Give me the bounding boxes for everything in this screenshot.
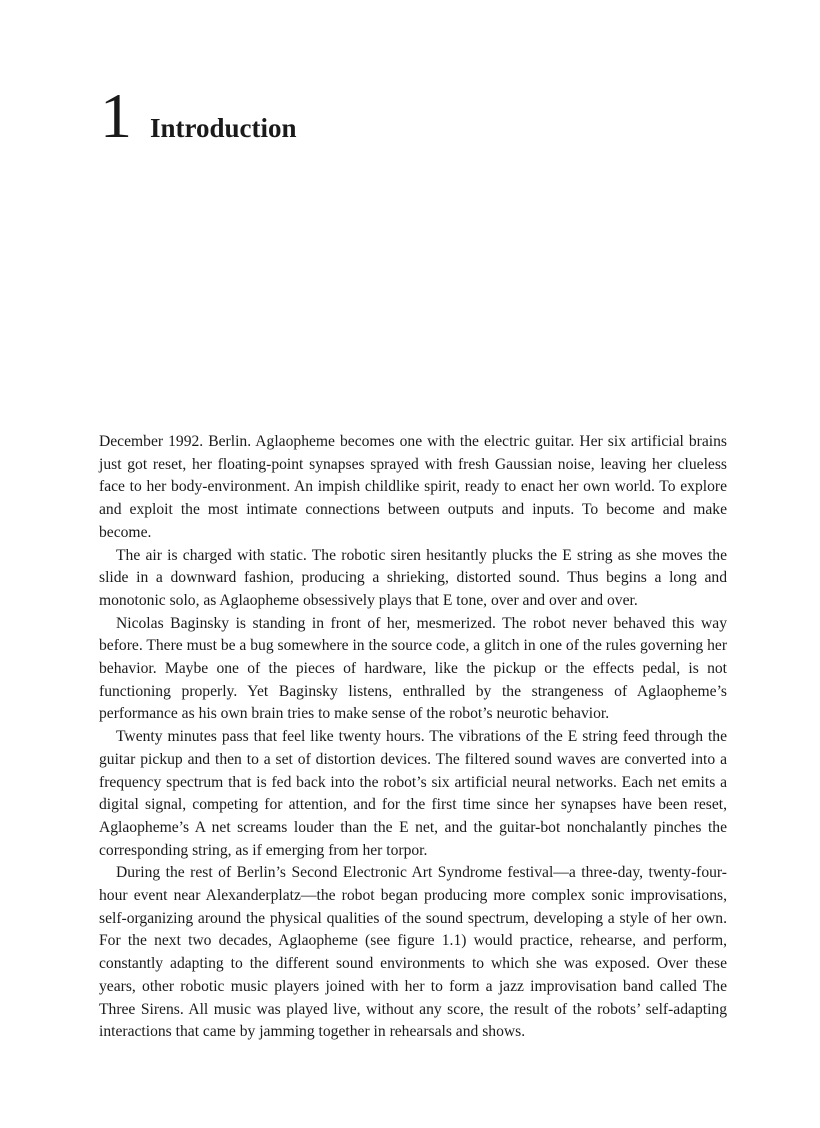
body-text [99, 431, 727, 1044]
chapter-heading [100, 80, 297, 151]
paragraph: Nicolas Baginsky is standing in front of her, mesmerized. The robot never behaved this way before. There must be a bug somewhere in the source code, a glitch in one of the rules governing her behavior. Maybe one of the pieces of hardware, like the pickup or the effects pedal, is not functioning properly. Yet Baginsky listens, enthralled by the strangeness of Aglaopheme’s performance as his own brain tries to make sense of the robot’s neurotic behavior. [99, 614, 728, 723]
paragraph: December 1992. Berlin. Aglaopheme becomes one with the electric guitar. Her six artificial brains just got reset, her floating-point synapses sprayed with fresh Gaussian noise, leaving her clueless face to her body-environment. An impish childlike spirit, ready to enact her own world. To explore and exploit the most intimate connections between outputs and inputs. To become and make become. [99, 433, 727, 541]
paragraph: During the rest of Berlin’s Second Electronic Art Syndrome festival—a three-day, twenty-four-hour event near Alexanderplatz—the robot began producing more complex sonic improvisations, self-organizing around the physical qualities of the sound spectrum, developing a style of her own. For the next two decades, Aglaopheme (see figure 1.1) would practice, rehearse, and perform, constantly adapting to the different sound environments to which she was exposed. Over these years, other robotic music players joined with her to form a jazz improvisation band called The Three Sirens. All music was played live, without any score, the result of the robots’ self-adapting interactions that came by jamming together in rehearsals and shows. [99, 864, 727, 1041]
paragraph: Twenty minutes pass that feel like twenty hours. The vibrations of the E string feed through the guitar pickup and then to a set of distortion devices. The filtered sound waves are converted into a frequency spectrum that is fed back into the robot’s six artificial neural networks. Each net emits a digital signal, competing for attention, and for the first time since her synapses have been reset, Aglaopheme’s A net screams louder than the E net, and the guitar-bot nonchalantly pinches the corresponding string, as if emerging from her torpor. [99, 728, 727, 859]
chapter-title: Introduction [150, 113, 297, 143]
paragraph: The air is charged with static. The robotic siren hesitantly plucks the E string as she moves the slide in a downward fashion, producing a shrieking, distorted sound. Thus begins a long and monotonic solo, as Aglaopheme obsessively plays that E tone, over and over and over. [99, 546, 727, 609]
chapter-number: 1 [100, 80, 132, 151]
